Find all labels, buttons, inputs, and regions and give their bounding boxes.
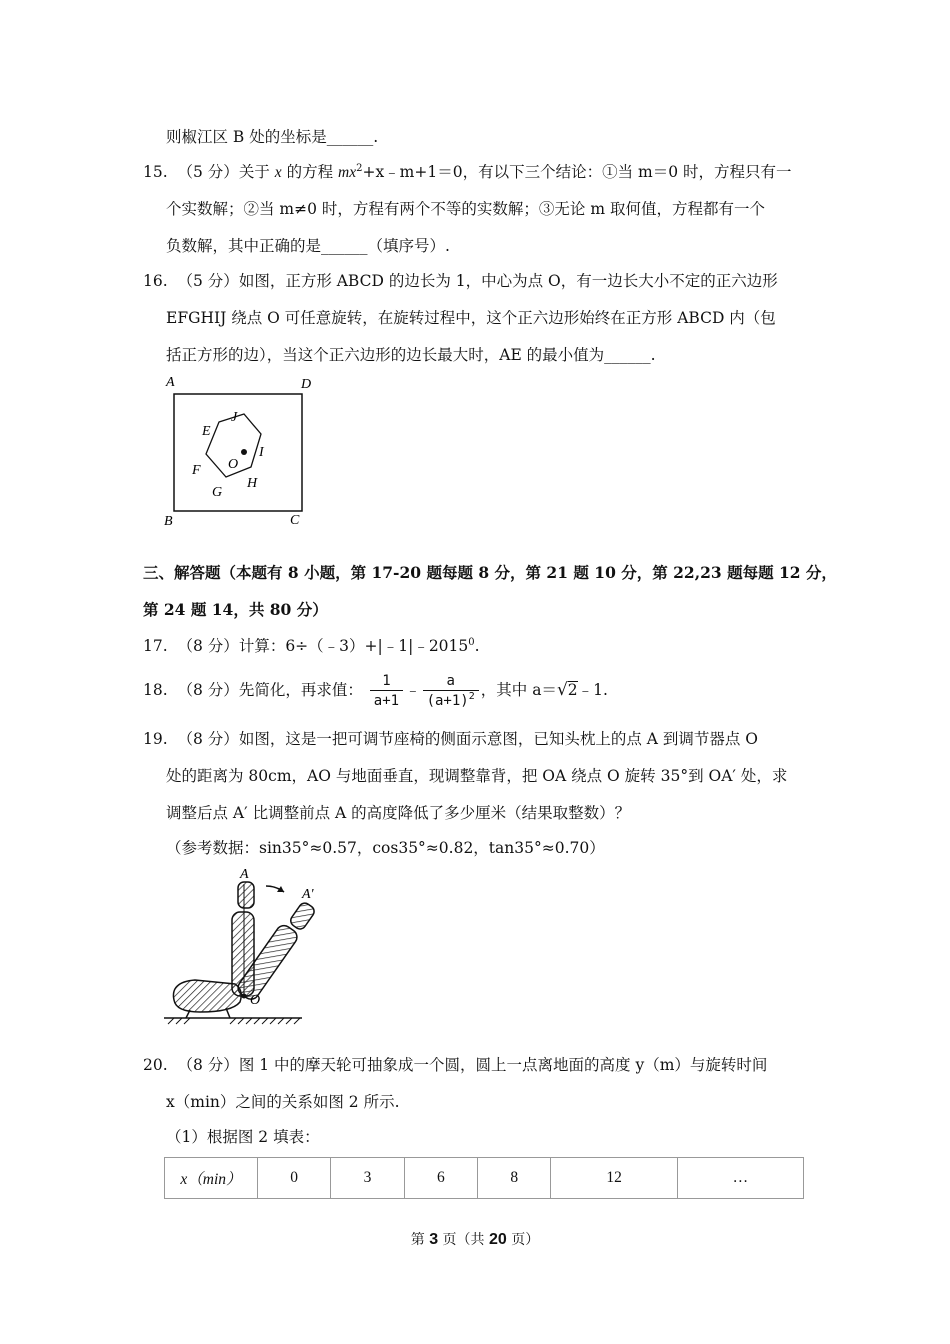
q15-var-x: x: [274, 164, 282, 181]
seat-base: [173, 980, 241, 1012]
q20-number: 20.: [143, 1056, 168, 1074]
q19-line1: [143, 729, 758, 749]
q18-frac1-den: a+1: [373, 692, 400, 709]
table-cell: 0: [258, 1158, 331, 1199]
q16-square-hexagon-figure: [160, 372, 320, 532]
label-i: I: [259, 445, 264, 460]
label-e: E: [202, 424, 211, 439]
table-cell: 6: [404, 1158, 477, 1199]
q20-line3: （1）根据图 2 填表：: [166, 1128, 320, 1146]
q18-post: ，其中 a＝: [480, 681, 557, 699]
q18-frac2-den: (a+1): [426, 692, 469, 709]
q18-fraction-1: [370, 672, 403, 711]
q18-frac1-num: 1: [370, 672, 403, 691]
footer-total-pages: 20: [489, 1231, 507, 1248]
q20-line2: x（min）之间的关系如图 2 所示.: [166, 1093, 400, 1111]
q15-line2: 个实数解；②当 m≠0 时，方程有两个不等的实数解；③无论 m 取何值，方程都有一个: [166, 200, 765, 218]
q17-sup: 0: [468, 637, 475, 648]
table-cell: 8: [478, 1158, 551, 1199]
q15-text-c: +x﹣m+1＝0，有以下三个结论：①当 m＝0 时，方程只有一: [362, 163, 792, 181]
q15-text-a: 关于: [238, 163, 275, 181]
q15-eq: mx: [338, 164, 357, 181]
q18-sqrt-value: 2: [567, 681, 578, 699]
table-header-cell: x（min）: [165, 1158, 258, 1199]
q15-sup: 2: [356, 163, 363, 174]
q16-score: （5 分）: [177, 272, 239, 290]
q16-line1: [143, 271, 778, 291]
table-cell: 12: [551, 1158, 677, 1199]
footer-pre: 第: [410, 1232, 430, 1248]
q19-number: 19.: [143, 730, 168, 748]
label-a-seat: A: [240, 867, 249, 882]
q19-reference-data: （参考数据：sin35°≈0.57，cos35°≈0.82，tan35°≈0.70）: [166, 839, 605, 857]
sqrt-symbol: √: [556, 680, 568, 700]
label-h: H: [247, 476, 258, 491]
q18-frac2-sup: 2: [468, 690, 475, 702]
q15-number: 15.: [143, 163, 168, 181]
q14-tail-text: 则椒江区 B 处的坐标是______.: [166, 128, 379, 146]
q16-number: 16.: [143, 272, 168, 290]
section3-heading-line1: 三、解答题（本题有 8 小题，第 17-20 题每题 8 分，第 21 题 10 分，第 22,23 题每题 12 分，: [143, 563, 837, 582]
footer-mid: 页（共: [438, 1232, 489, 1248]
page-footer: [0, 1229, 950, 1249]
q20-text: 图 1 中的摩天轮可抽象成一个圆，圆上一点离地面的高度 y（m）与旋转时间: [238, 1056, 768, 1074]
q19-line3: 调整后点 A′ 比调整前点 A 的高度降低了多少厘米（结果取整数）？: [166, 804, 631, 822]
q16-line2: EFGHIJ 绕点 O 可任意旋转，在旋转过程中，这个正六边形始终在正方形 ABCD 内（包: [166, 309, 776, 327]
ground-hatch: [168, 1018, 300, 1024]
footer-page-number: 3: [429, 1231, 439, 1248]
center-point-o: [241, 449, 247, 455]
q18-minus: ﹣: [405, 681, 421, 699]
label-o-seat: O: [250, 993, 261, 1008]
q19-score: （8 分）: [177, 730, 239, 748]
label-g: G: [212, 485, 223, 500]
label-a: A: [166, 375, 175, 390]
q18-score: （8 分）: [177, 681, 239, 699]
q18-pre: 先简化，再求值：: [238, 681, 363, 699]
label-o: O: [228, 457, 239, 472]
q17-score: （8 分）: [177, 637, 239, 655]
q20-line1: [143, 1055, 767, 1075]
label-c: C: [290, 513, 300, 528]
table-row: [165, 1158, 804, 1199]
q17-text: 计算：6÷（﹣3）+|﹣1|﹣2015: [238, 637, 469, 655]
q18-tail: ﹣1.: [577, 681, 608, 699]
q17-end: .: [474, 637, 480, 655]
table-cell: 3: [331, 1158, 404, 1199]
section3-heading-line2: 第 24 题 14，共 80 分）: [143, 600, 328, 619]
q15-line1: [143, 162, 792, 183]
label-f: F: [192, 463, 201, 478]
label-b: B: [164, 514, 173, 529]
label-d: D: [301, 377, 312, 392]
q18-number: 18.: [143, 681, 168, 699]
q15-line3: 负数解，其中正确的是______（填序号）.: [166, 237, 450, 255]
q18-frac2-num: a: [423, 672, 479, 691]
table-cell: …: [677, 1158, 803, 1199]
q19-line2: 处的距离为 80cm，AO 与地面垂直，现调整靠背，把 OA 绕点 O 旋转 35°到 OA′ 处，求: [166, 767, 788, 785]
q18-line: [143, 670, 608, 714]
q16-line3: 括正方形的边），当这个正六边形的边长最大时，AE 的最小值为______.: [166, 346, 656, 364]
q17-line: [143, 636, 480, 656]
q16-text: 如图，正方形 ABCD 的边长为 1，中心为点 O，有一边长大小不定的正六边形: [238, 272, 778, 290]
q15-score: （5 分）: [177, 163, 239, 181]
pivot-o: [242, 994, 247, 999]
label-a-prime: A': [302, 887, 314, 902]
label-j: J: [231, 410, 238, 425]
q17-number: 17.: [143, 637, 168, 655]
q15-text-b: 的方程: [281, 163, 338, 181]
q19-seat-figure: [160, 862, 314, 1027]
q19-text: 如图，这是一把可调节座椅的侧面示意图，已知头枕上的点 A 到调节器点 O: [238, 730, 758, 748]
q20-fill-table: [164, 1157, 804, 1199]
q20-score: （8 分）: [177, 1056, 239, 1074]
square-abcd: [174, 394, 302, 511]
q18-fraction-2: [423, 672, 479, 711]
footer-post: 页）: [506, 1232, 540, 1248]
headrest-original: [238, 882, 254, 908]
